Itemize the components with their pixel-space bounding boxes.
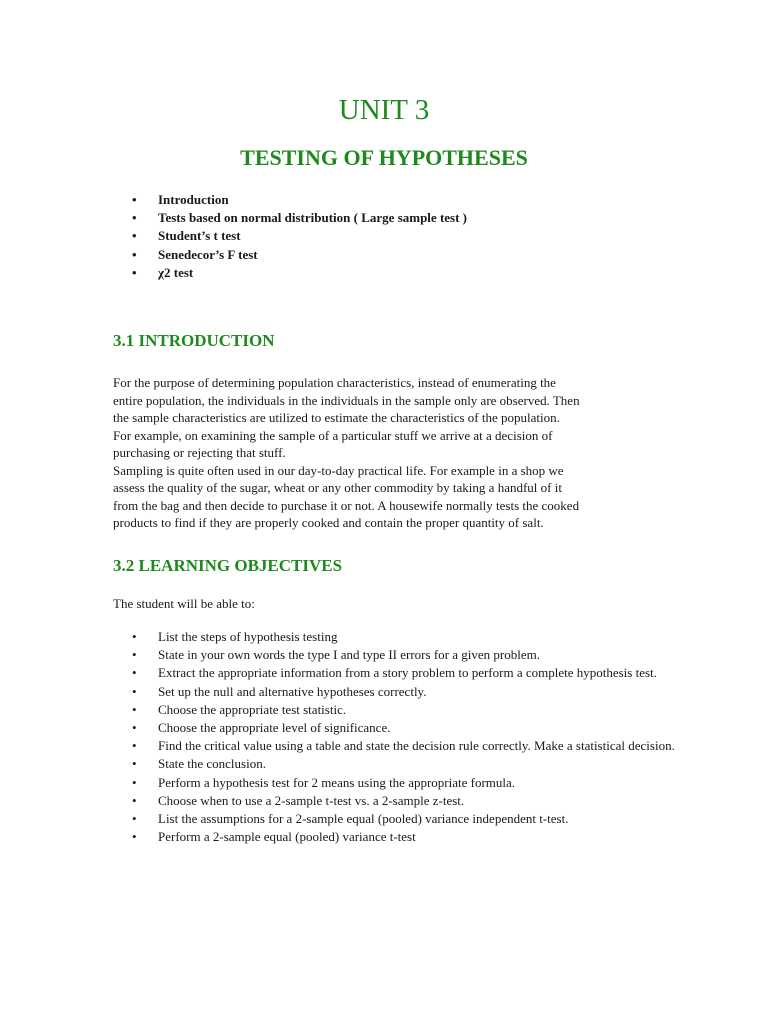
bullet-icon: • (132, 210, 137, 226)
list-item-text: List the steps of hypothesis testing (158, 629, 338, 644)
objectives-list (132, 628, 732, 846)
list-item (132, 646, 732, 664)
list-item-text: Perform a 2-sample equal (pooled) variance t-test (158, 829, 416, 845)
list-item (132, 246, 732, 264)
bullet-icon: • (132, 738, 137, 754)
paragraph-line: purchasing or rejecting that stuff. (113, 445, 286, 460)
list-item-text: Choose the appropriate level of significance. (158, 720, 391, 736)
bullet-icon: • (132, 774, 137, 790)
list-item (132, 828, 732, 846)
objectives-lead-text: The student will be able to: (113, 596, 255, 611)
list-item (132, 628, 732, 646)
list-item (132, 755, 732, 773)
list-item-text: Find the critical value using a table and state the decision rule correctly. Make a statistical decision. (158, 738, 675, 754)
bullet-icon: • (132, 629, 137, 644)
bullet-icon: • (132, 756, 137, 772)
list-item-text: State the conclusion. (158, 756, 266, 772)
bullet-icon: • (132, 720, 137, 736)
paragraph-line: the sample characteristics are utilized to estimate the characteristics of the population. (113, 410, 560, 425)
list-item-text: Tests based on normal distribution ( Large sample test ) (158, 210, 468, 226)
list-item (132, 264, 732, 282)
list-item-text: Student’s t test (158, 228, 241, 244)
section-heading-learning-objectives: 3.2 LEARNING OBJECTIVES (113, 556, 343, 575)
list-item (132, 227, 732, 245)
list-item-text: Set up the null and alternative hypotheses correctly. (158, 683, 427, 699)
paragraph-line: Sampling is quite often used in our day-to-day practical life. For example in a shop we (113, 462, 564, 478)
list-item (132, 737, 732, 755)
list-item-text: Senedecor’s F test (158, 246, 258, 262)
list-item (132, 792, 732, 810)
paragraph-line: For example, on examining the sample of a particular stuff we arrive at a decision of (113, 427, 553, 443)
paragraph-line: For the purpose of determining population characteristics, instead of enumerating the (113, 375, 556, 390)
bullet-icon: • (132, 246, 137, 262)
paragraph-line: assess the quality of the sugar, wheat or any other commodity by taking a handful of it (113, 480, 562, 495)
list-item (132, 719, 732, 737)
bullet-icon: • (132, 829, 137, 845)
paragraph-line: entire population, the individuals in the individuals in the sample only are observed. Then (113, 392, 580, 408)
list-item-text: State in your own words the type I and type II errors for a given problem. (158, 647, 540, 663)
list-item (132, 664, 732, 682)
list-item (132, 191, 732, 209)
list-item (132, 701, 732, 719)
bullet-icon: • (132, 701, 137, 717)
list-item-text: Choose the appropriate test statistic. (158, 701, 347, 717)
bullet-icon: • (132, 228, 137, 244)
bullet-icon: • (132, 683, 137, 699)
list-item-text: χ2 test (158, 264, 194, 280)
paragraph-line: from the bag and then decide to purchase it or not. A housewife normally tests the cooked (113, 497, 580, 513)
unit-title: UNIT 3 (338, 94, 430, 126)
list-item-text: Introduction (158, 192, 229, 207)
list-item (132, 683, 732, 701)
list-item-text: Choose when to use a 2-sample t-test vs. a 2-sample z-test. (158, 792, 465, 808)
bullet-icon: • (132, 264, 137, 280)
bullet-icon: • (132, 811, 137, 827)
bullet-icon: • (132, 647, 137, 663)
list-item (132, 810, 732, 828)
introduction-paragraph (113, 374, 673, 532)
bullet-icon: • (132, 665, 137, 681)
list-item-text: Perform a hypothesis test for 2 means using the appropriate formula. (158, 774, 516, 790)
list-item (132, 209, 732, 227)
section-heading-introduction: 3.1 INTRODUCTION (113, 331, 275, 350)
bullet-icon: • (132, 792, 137, 808)
contents-list (132, 191, 732, 282)
bullet-icon: • (132, 192, 137, 207)
list-item-text: List the assumptions for a 2-sample equal (pooled) variance independent t-test. (158, 811, 569, 827)
list-item (132, 774, 732, 792)
page-title: TESTING OF HYPOTHESES (240, 145, 528, 170)
paragraph-line: products to find if they are properly cooked and contain the proper quantity of salt. (113, 515, 544, 530)
list-item-text: Extract the appropriate information from a story problem to perform a complete hypothesis test. (158, 665, 657, 681)
